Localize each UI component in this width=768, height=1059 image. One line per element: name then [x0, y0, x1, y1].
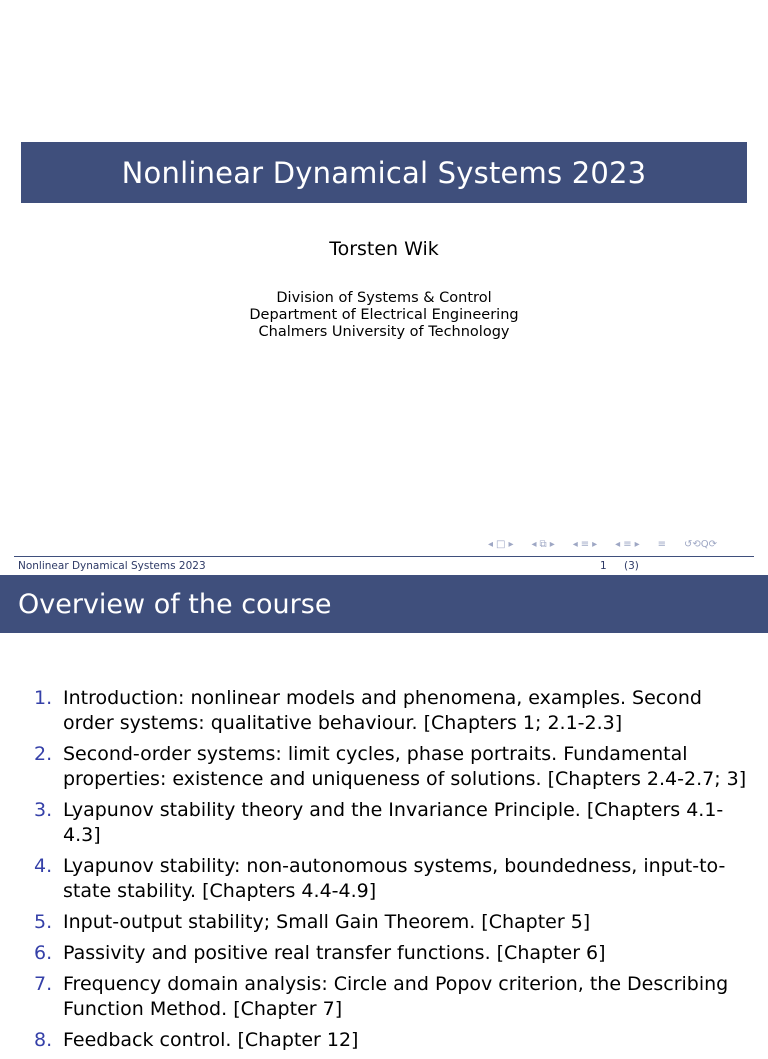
- item-number: 8.: [34, 1029, 53, 1051]
- chapter-icon[interactable]: ≡: [623, 538, 632, 550]
- subsection-prev-icon[interactable]: ◂: [531, 538, 537, 550]
- chapter-prev-icon[interactable]: ◂: [615, 538, 621, 550]
- item-number: 5.: [34, 911, 53, 933]
- frame-icon[interactable]: □: [496, 538, 506, 550]
- affiliation-division: Division of Systems & Control: [276, 290, 492, 306]
- item-text: Lyapunov stability theory and the Invariance Principle. [Chapters 4.1-4.3]: [63, 799, 724, 846]
- chapter-next-icon[interactable]: ▸: [634, 538, 640, 550]
- item-text: Lyapunov stability: non-autonomous systems, boundedness, input-to-state stability. [Chapters 4.4-4.9]: [63, 855, 726, 902]
- frame-title: [0, 575, 768, 633]
- course-overview-list: [0, 686, 768, 1059]
- item-text: Frequency domain analysis: Circle and Popov criterion, the Describing Function Method. [Chapter 7]: [63, 973, 729, 1020]
- affiliation-university: Chalmers University of Technology: [258, 324, 510, 340]
- frame-prev-icon[interactable]: ◂: [488, 538, 494, 550]
- item-text: Feedback control. [Chapter 12]: [63, 1029, 359, 1051]
- item-text: Input-output stability; Small Gain Theorem. [Chapter 5]: [63, 911, 591, 933]
- list-item: [0, 686, 768, 736]
- slide-title-text: Nonlinear Dynamical Systems 2023: [121, 155, 647, 190]
- list-item: [0, 910, 768, 935]
- affiliation-department: Department of Electrical Engineering: [249, 307, 519, 323]
- footer-page-total: (3): [624, 560, 639, 572]
- item-text: Introduction: nonlinear models and phenomena, examples. Second order systems: qualitative behaviour. [Chapters 1; 2.1-2.3]: [63, 687, 702, 734]
- beamer-navigation: [488, 537, 764, 551]
- item-number: 4.: [34, 855, 53, 877]
- list-item: [0, 742, 768, 792]
- frame-title-text: Overview of the course: [18, 588, 332, 620]
- section-icon[interactable]: ≡: [580, 538, 590, 550]
- slide-title: [21, 142, 747, 203]
- list-item: [0, 972, 768, 1022]
- item-number: 1.: [34, 687, 53, 709]
- item-text: Second-order systems: limit cycles, phase portraits. Fundamental properties: existence and uniqueness of solutions. [Chapters 2.4-2.7; 3]: [63, 743, 747, 790]
- list-item: [0, 1028, 768, 1053]
- item-number: 2.: [34, 743, 53, 765]
- author-name: Torsten Wik: [329, 238, 439, 260]
- item-number: 3.: [34, 799, 53, 821]
- section-prev-icon[interactable]: ◂: [572, 538, 578, 550]
- subsection-next-icon[interactable]: ▸: [549, 538, 555, 550]
- item-text: Passivity and positive real transfer functions. [Chapter 6]: [63, 942, 606, 964]
- section-next-icon[interactable]: ▸: [592, 538, 598, 550]
- footer-divider: [14, 556, 754, 557]
- item-number: 7.: [34, 973, 53, 995]
- frame-next-icon[interactable]: ▸: [508, 538, 514, 550]
- list-item: [0, 798, 768, 848]
- toc-icon[interactable]: ≡: [657, 538, 667, 550]
- search-zoom-icons[interactable]: ↺⟲Q⟳: [684, 538, 718, 550]
- list-item: [0, 941, 768, 966]
- list-item: [0, 854, 768, 904]
- item-number: 6.: [34, 942, 53, 964]
- footer-page-number: 1: [600, 560, 607, 572]
- footer-title: Nonlinear Dynamical Systems 2023: [18, 560, 206, 572]
- subsection-icon[interactable]: ⧉: [539, 538, 547, 550]
